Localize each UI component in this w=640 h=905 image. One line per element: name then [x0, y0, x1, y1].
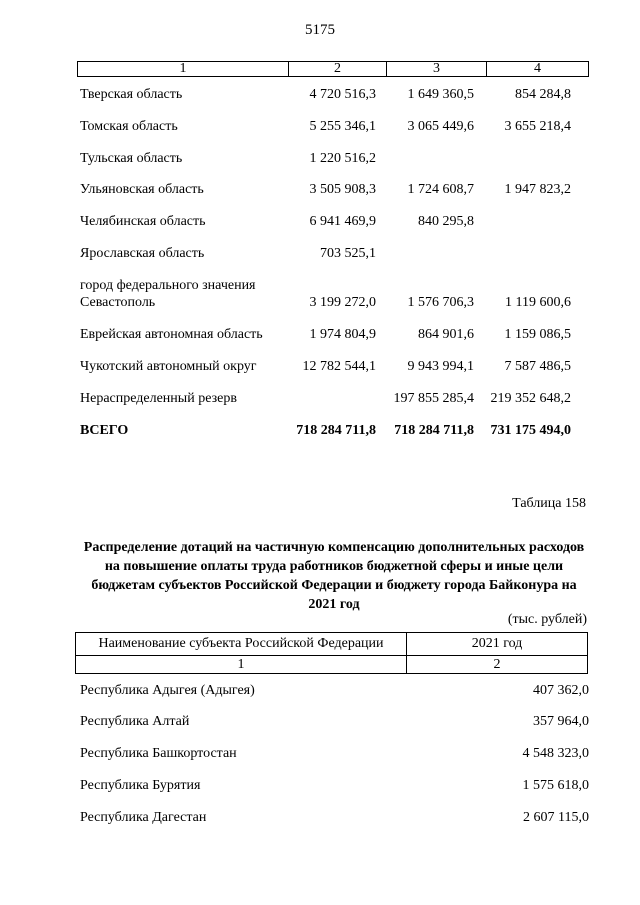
row-name: Ульяновская область	[80, 182, 204, 197]
row-value-col2: 703 525,1	[320, 246, 376, 261]
table1-header	[77, 61, 589, 77]
row-name: Тульская область	[80, 151, 183, 166]
row-name: Республика Бурятия	[80, 778, 201, 793]
row-name-line1: город федерального значения	[80, 278, 256, 293]
row-value: 357 964,0	[533, 714, 589, 729]
row-value-col4: 1 159 086,5	[504, 327, 571, 342]
row-name: Еврейская автономная область	[80, 327, 263, 342]
row-value: 1 575 618,0	[522, 778, 589, 793]
row-value-col4: 1 119 600,6	[505, 295, 571, 310]
row-value: 407 362,0	[533, 683, 589, 698]
row-value-col3: 197 855 285,4	[393, 391, 474, 406]
row-value-col3: 840 295,8	[418, 214, 474, 229]
row-value-col4: 1 947 823,2	[504, 182, 571, 197]
row-value-col4: 854 284,8	[515, 87, 571, 102]
row-name: Республика Адыгея (Адыгея)	[80, 683, 255, 698]
row-value-col2: 4 720 516,3	[309, 87, 376, 102]
row-name: Республика Дагестан	[80, 810, 207, 825]
table1-header-col3: 3	[433, 61, 440, 76]
row-name: Нераспределенный резерв	[80, 391, 237, 406]
table1-header-col4: 4	[534, 61, 541, 76]
row-value-col2: 3 199 272,0	[309, 295, 376, 310]
units-label: (тыс. рублей)	[507, 612, 587, 627]
row-value-col2: 1 220 516,2	[309, 151, 376, 166]
table-title: Распределение дотаций на частичную компенсацию дополнительных расходов на повышение оплаты труда работников бюджетной сферы и иные цели бюджетам субъектов Российской Федерации и бюджету города Байконура на 2021 год	[83, 540, 585, 612]
table2-header-col1: Наименование субъекта Российской Федерации	[98, 636, 384, 651]
table2-header-num1: 1	[237, 657, 245, 672]
table2-header-col2: 2021 год	[471, 636, 523, 651]
row-name: Чукотский автономный округ	[80, 359, 257, 374]
total-label: ВСЕГО	[80, 423, 129, 438]
row-value-col3: 1 576 706,3	[407, 295, 474, 310]
row-value-col4: 7 587 486,5	[504, 359, 571, 374]
table2-header	[75, 632, 588, 674]
row-value-col3: 3 065 449,6	[407, 119, 474, 134]
row-name: Челябинская область	[80, 214, 206, 229]
total-value-col3: 718 284 711,8	[394, 423, 474, 438]
row-value-col3: 1 649 360,5	[407, 87, 474, 102]
row-name-line2: Севастополь	[80, 295, 156, 310]
row-name: Томская область	[80, 119, 178, 134]
row-value: 4 548 323,0	[522, 746, 589, 761]
table1-header-col2: 2	[334, 61, 341, 76]
page-number: 5175	[305, 22, 335, 38]
table2-header-num2: 2	[493, 657, 501, 672]
row-value-col2: 12 782 544,1	[302, 359, 376, 374]
table-number-label: Таблица 158	[512, 496, 586, 511]
row-name: Тверская область	[80, 87, 183, 102]
row-value: 2 607 115,0	[523, 810, 589, 825]
row-value-col3: 9 943 994,1	[407, 359, 474, 374]
row-value-col4: 219 352 648,2	[490, 391, 571, 406]
table1-header-col1: 1	[179, 61, 187, 76]
row-value-col3: 864 901,6	[418, 327, 474, 342]
row-name: Республика Башкортостан	[80, 746, 237, 761]
total-value-col2: 718 284 711,8	[296, 423, 376, 438]
row-name: Ярославская область	[80, 246, 205, 261]
row-value-col2: 6 941 469,9	[309, 214, 376, 229]
row-value-col4: 3 655 218,4	[504, 119, 571, 134]
row-value-col3: 1 724 608,7	[407, 182, 474, 197]
row-value-col2: 3 505 908,3	[309, 182, 376, 197]
row-value-col2: 5 255 346,1	[309, 119, 376, 134]
row-name: Республика Алтай	[80, 714, 190, 729]
total-value-col4: 731 175 494,0	[490, 423, 571, 438]
row-value-col2: 1 974 804,9	[309, 327, 376, 342]
